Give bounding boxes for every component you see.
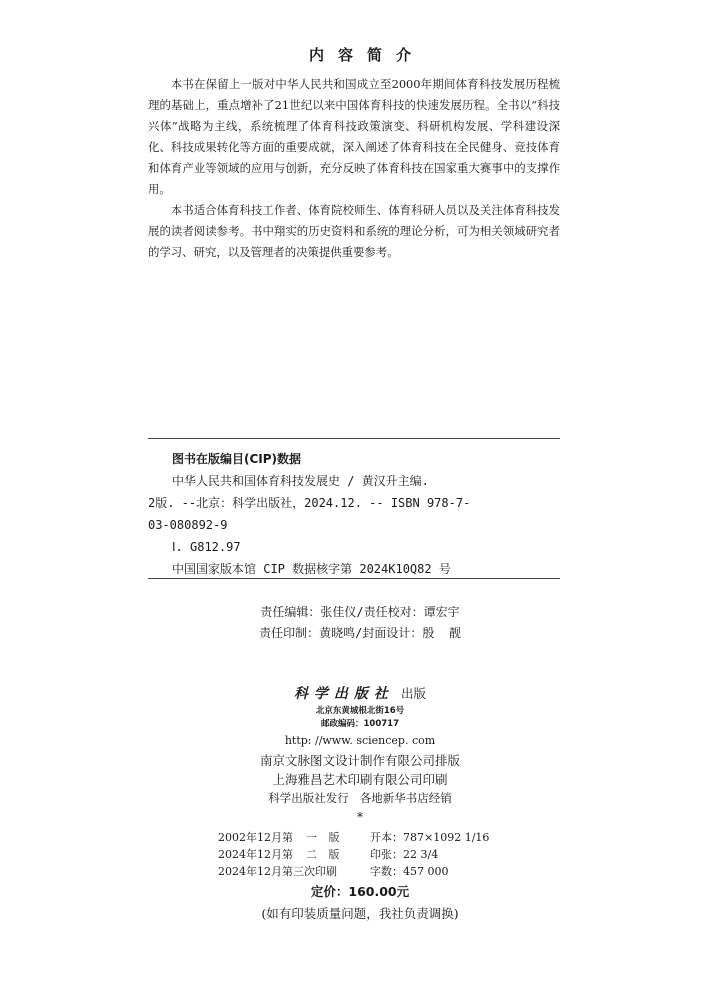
distribution: 科学出版社发行 各地新华书店经销 (268, 791, 452, 805)
cip-heading: 图书在版编目(CIP)数据 (172, 452, 302, 466)
cip-line-2: 2版. --北京：科学出版社，2024.12. -- ISBN 978-7- (148, 496, 471, 510)
publisher-address: 北京东黄城根北街16号 (315, 706, 405, 716)
edition-row (218, 846, 489, 863)
price: 定价：160.00元 (310, 884, 410, 899)
editors-block (0, 602, 720, 644)
summary-body (148, 74, 560, 263)
summary-paragraph-1: 本书在保留上一版对中华人民共和国成立至2000年期间体育科技发展历程梳理的基础上，重点增补了21世纪以来中国体育科技的快速发展历程。全书以“科技兴体”战略为主线，系统梳理了体育科技政策演变、科研机构发展、学科建设深化、科技成果转化等方面的重要成就，深入阐述了体育科技在全民健身、竞技体育和体育产业等领域的应用与创新，充分反映了体育科技在国家重大赛事中的支撑作用。 (148, 77, 560, 196)
quality-note: (如有印装质量问题，我社负责调换) (261, 906, 459, 921)
edition-info (218, 829, 489, 880)
edition-spec: 开本：787×1092 1/16 (370, 831, 490, 844)
section-divider: * (357, 810, 363, 824)
cip-top-rule (148, 438, 560, 439)
cip-bottom-rule (148, 578, 560, 579)
edition-row (218, 829, 489, 846)
publisher-url: http: //www. sciencep. com (284, 734, 436, 747)
summary-paragraph-2: 本书适合体育科技工作者、体育院校师生、体育科研人员以及关注体育科技发展的读者阅读参考。书中翔实的历史资料和系统的理论分析，可为相关领域研究者的学习、研究，以及管理者的决策提供重要参考。 (148, 203, 560, 259)
cip-line-1: 中华人民共和国体育科技发展史 / 黄汉升主编. (172, 474, 429, 488)
editors-line-2: 责任印制：黄晓鸣/封面设计：殷 靓 (259, 626, 461, 640)
cip-line-5: 中国国家版本馆 CIP 数据核字第 2024K10Q82 号 (172, 562, 451, 576)
cip-line-4: Ⅰ. G812.97 (172, 540, 241, 554)
publisher-suffix: 出版 (401, 686, 427, 701)
publisher-block (0, 683, 720, 808)
edition-spec: 字数：457 000 (370, 865, 449, 878)
typesetter: 南京文脉图文设计制作有限公司排版 (259, 753, 460, 768)
publisher-logo: 科学出版社 (293, 686, 394, 702)
editors-line-1: 责任编辑：张佳仪/责任校对：谭宏宇 (260, 605, 460, 619)
publisher-name-line (0, 683, 720, 703)
cip-block (148, 470, 560, 580)
edition-date: 2024年12月第三次印刷 (218, 865, 337, 878)
cip-line-3: 03-080892-9 (148, 518, 228, 532)
edition-date: 2002年12月第 (218, 831, 293, 844)
edition-number: 二 版 (306, 848, 344, 861)
printer: 上海雅昌艺术印刷有限公司印刷 (272, 772, 448, 787)
summary-title: 内容简介 (308, 46, 425, 64)
edition-row (218, 863, 489, 880)
edition-date: 2024年12月第 (218, 848, 293, 861)
publisher-postcode: 邮政编码：100717 (321, 719, 399, 729)
edition-spec: 印张：22 3/4 (370, 848, 439, 861)
edition-number: 一 版 (306, 831, 344, 844)
